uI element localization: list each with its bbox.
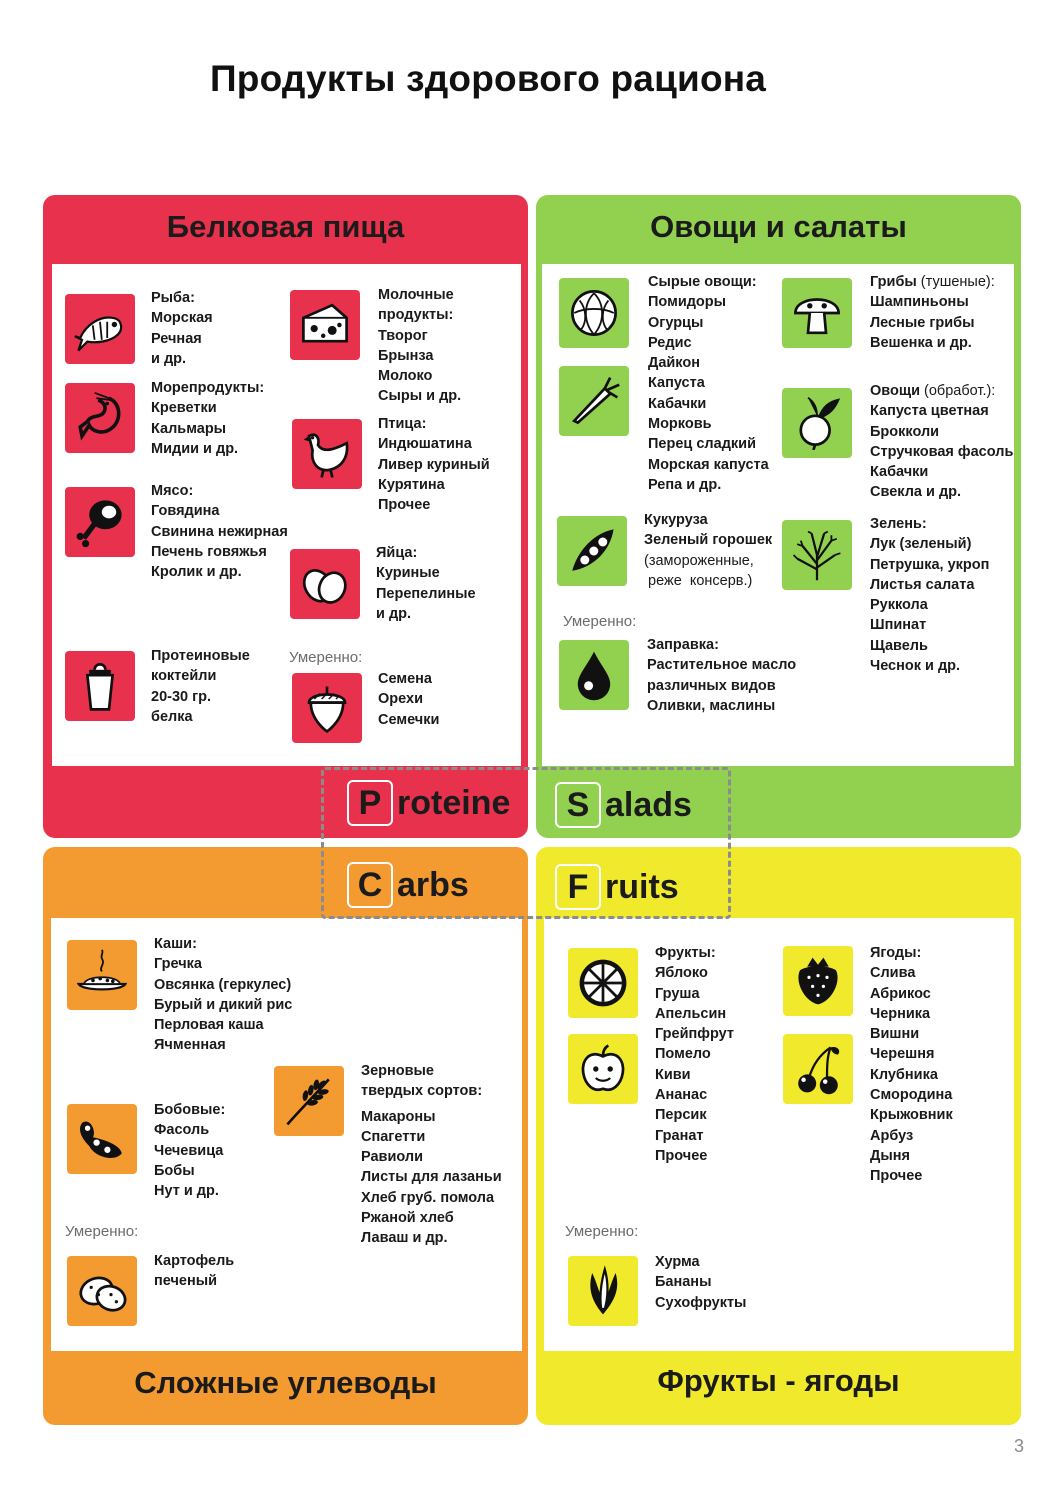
dressing-heading: Заправка: [647,637,719,653]
greens-item: Лук (зеленый) [870,536,972,553]
fish-group [151,288,213,369]
mushrooms-item: Шампиньоны [870,294,969,311]
eggs-group [376,543,476,624]
beet-icon [782,388,852,458]
eggs-item: Перепелиные [376,585,476,602]
fruit-item: Помело [655,1046,711,1063]
fruit-item: Ананас [655,1087,708,1104]
corn-heading: Зеленый горошек [644,532,773,549]
pscf-letter-p: P [347,780,393,826]
fruits-moderate-item: Хурма [655,1254,700,1270]
cooked-veg-item: Свекла и др. [870,484,962,501]
cooked-veg-item: Брокколи [870,423,940,440]
strawberry-icon [783,946,853,1016]
cooked-veg-heading-note: (обработ.): [920,383,996,399]
berries-item: Черника [870,1005,931,1022]
carrot-icon [559,366,629,436]
dairy-item: Брынза [378,347,434,364]
meat-item: Говядина [151,503,220,520]
dairy-item: Творог [378,327,428,344]
mushrooms-group [870,272,995,353]
berries-item: Слива [870,965,916,982]
legumes-item: Бобы [154,1162,195,1179]
shrimp-icon [65,383,135,453]
berries-heading: Ягоды: [870,945,922,961]
fruits-moderate-group [655,1252,746,1313]
seafood-group [151,378,264,459]
carbs-title: Сложные углеводы [134,1365,437,1400]
poultry-item: Прочее [378,497,431,514]
dairy-item: Сыры и др. [378,388,462,405]
fruit-item: Апельсин [655,1005,727,1022]
poultry-item: Индюшатина [378,436,472,453]
poultry-group [378,414,490,515]
grains-heading: Зерновые [361,1063,434,1079]
fruits-moderate-item: Сухофрукты [655,1294,747,1311]
raw-veg-group [648,272,769,495]
fruit-item: Прочее [655,1147,708,1164]
porridge-item: Овсянка (геркулес) [154,976,292,993]
seafood-heading: Морепродукты: [151,380,265,396]
orange-slice-icon [568,948,638,1018]
peapod-icon [557,516,627,586]
banana-icon [568,1256,638,1326]
mushrooms-item: Лесные грибы [870,314,975,331]
protein-panel [52,264,521,766]
grains-item: Лаваш и др. [361,1230,448,1247]
oil-drop-icon [559,640,629,710]
meat-item: Кролик и др. [151,564,242,581]
grains-item: Ржаной хлеб [361,1210,454,1227]
meat-heading: Мясо: [151,483,194,499]
pscf-word-salads: alads [605,785,692,824]
dressing-item: Оливки, маслины [647,697,776,714]
porridge-item: Гречка [154,956,202,973]
meat-item: Свинина нежирная [151,523,288,540]
protein-title: Белковая пища [166,209,405,244]
berries-item: Абрикос [870,985,931,1002]
eggs-item: Куриные [376,565,440,582]
raw-veg-item: Помидоры [648,294,727,311]
berries-group [870,943,953,1187]
dressing-item: Растительное масло [647,657,797,674]
greens-item: Шпинат [870,617,927,634]
beans-icon [67,1104,137,1174]
corn-item: реже консерв.) [644,572,753,589]
dressing-item: различных видов [647,677,776,694]
fruit-item: Яблоко [655,965,708,982]
carbs-moderate-label: Умеренно: [65,1223,139,1240]
nuts-item: Орехи [378,691,423,708]
salads-title: Овощи и салаты [650,209,907,244]
salads-panel [542,264,1014,766]
greens-item: Петрушка, укроп [870,556,990,573]
seafood-item: Кальмары [151,420,227,437]
corn-item: (замороженные, [644,552,754,569]
fish-icon [65,294,135,364]
cooked-veg-item: Капуста цветная [870,403,989,420]
pscf-word-fruits: ruits [605,867,679,906]
porridge-group [154,934,292,1056]
pscf-word-proteine: roteine [397,783,511,822]
eggs-icon [290,549,360,619]
raw-veg-item: Репа и др. [648,476,722,493]
mushrooms-heading-note: (тушеные): [916,274,995,290]
seafood-item: Креветки [151,400,217,417]
seafood-item: Мидии и др. [151,440,239,457]
nuts-group [378,669,439,730]
cooked-veg-heading: Овощи [870,383,921,399]
berries-item: Смородина [870,1087,953,1104]
apple-icon [568,1034,638,1104]
salads-moderate-label: Умеренно: [563,613,637,630]
cheese-icon [290,290,360,360]
protein-section [43,195,528,838]
fruits-moderate-label: Умеренно: [565,1223,639,1240]
dressing-group [647,635,796,716]
poultry-heading: Птица: [378,416,427,432]
shakes-group [151,646,250,727]
pscf-salads [555,782,692,828]
grains-item: Листы для лазаньи [361,1169,502,1186]
nuts-item: Семена [378,671,432,687]
cooked-veg-heading-line [870,381,1013,401]
salads-section [536,195,1021,838]
shakes-heading: коктейли [151,668,217,685]
legumes-item: Чечевица [154,1142,224,1159]
cherries-icon [783,1034,853,1104]
raw-veg-item: Огурцы [648,314,704,331]
shakes-item: 20-30 гр. [151,688,212,705]
fish-heading: Рыба: [151,290,195,306]
fish-item: и др. [151,350,187,367]
berries-item: Вишни [870,1026,920,1043]
eggs-heading: Яйца: [376,545,418,561]
porridge-item: Ячменная [154,1037,226,1054]
pscf-fruits [555,864,679,910]
cooked-veg-item: Кабачки [870,464,929,481]
fruits-section [536,847,1021,1425]
shakes-heading: Протеиновые [151,648,250,664]
grains-heading: твердых сортов: [361,1083,483,1100]
legumes-item: Фасоль [154,1122,210,1139]
herbs-icon [782,520,852,590]
raw-veg-item: Перец сладкий [648,436,756,453]
greens-item: Щавель [870,637,928,654]
porridge-plate-icon [67,940,137,1010]
dairy-heading: Молочные [378,287,454,303]
grains-item: Хлеб груб. помола [361,1189,495,1206]
mushrooms-item: Вешенка и др. [870,334,972,351]
greens-item: Руккола [870,597,928,614]
mushroom-icon [782,278,852,348]
porridge-heading: Каши: [154,936,197,952]
pscf-letter-c: C [347,862,393,908]
page-title: Продукты здорового рациона [210,58,767,99]
fruit-item: Грейпфрут [655,1026,734,1043]
chicken-icon [292,419,362,489]
berries-item: Арбуз [870,1127,914,1144]
page-number: 3 [1013,1436,1024,1456]
cabbage-icon [559,278,629,348]
fruit-item: Груша [655,985,700,1002]
pscf-letter-s: S [555,782,601,828]
fruits-panel [544,918,1014,1351]
grains-item: Макароны [361,1108,436,1125]
corn-heading: Кукуруза [644,512,708,528]
greens-heading: Зелень: [870,516,927,532]
raw-veg-item: Капуста [648,375,705,392]
greens-group [870,514,989,676]
raw-veg-item: Кабачки [648,395,707,412]
grains-item: Спагетти [361,1128,426,1145]
legumes-heading: Бобовые: [154,1102,226,1118]
protein-moderate-label: Умеренно: [289,649,363,666]
nuts-item: Семечки [378,711,440,728]
raw-veg-heading: Сырые овощи: [648,274,757,290]
porridge-item: Бурый и дикий рис [154,996,293,1013]
pscf-proteine [347,780,510,826]
berries-item: Клубника [870,1066,938,1083]
mushrooms-heading-line [870,272,995,292]
fish-item: Морская [151,310,213,327]
raw-veg-item: Морковь [648,416,712,433]
pscf-word-carbs: arbs [397,865,469,904]
fish-item: Речная [151,330,202,347]
pscf-letter-f: F [555,864,601,910]
raw-veg-item: Редис [648,334,692,351]
fruit-group [655,943,734,1166]
fruit-item: Гранат [655,1127,704,1144]
fruit-item: Киви [655,1066,691,1083]
berries-item: Дыня [870,1147,910,1164]
shaker-icon [65,651,135,721]
porridge-item: Перловая каша [154,1017,264,1034]
meat-icon [65,487,135,557]
legumes-group [154,1100,225,1201]
berries-item: Крыжовник [870,1107,953,1124]
raw-veg-item: Морская капуста [648,456,769,473]
cooked-veg-group [870,381,1013,503]
berries-item: Прочее [870,1168,923,1185]
pscf-carbs [347,862,469,908]
meat-item: Печень говяжья [151,543,267,560]
grains-group [361,1061,502,1249]
mushrooms-heading: Грибы [870,274,917,290]
greens-item: Чеснок и др. [870,658,961,675]
acorn-icon [292,673,362,743]
fruits-moderate-item: Бананы [655,1274,712,1291]
wheat-icon [274,1066,344,1136]
corn-group [644,510,772,591]
eggs-item: и др. [376,605,412,622]
potato-item: печеный [154,1273,217,1290]
dairy-heading: продукты: [378,307,454,324]
shakes-item: белка [151,708,193,725]
raw-veg-item: Дайкон [648,355,700,372]
carbs-section [43,847,528,1425]
legumes-item: Нут и др. [154,1183,219,1200]
potato-heading: Картофель [154,1253,235,1269]
berries-item: Черешня [870,1046,935,1063]
carbs-panel [51,918,522,1351]
poultry-item: Ливер куриный [378,456,490,473]
cooked-veg-item: Стручковая фасоль [870,443,1014,460]
fruits-title: Фрукты - ягоды [657,1363,900,1398]
fruit-heading: Фрукты: [655,945,716,961]
potato-group [154,1251,234,1292]
meat-group [151,481,288,582]
potato-icon [67,1256,137,1326]
fruit-item: Персик [655,1107,707,1124]
greens-item: Листья салата [870,576,975,593]
dairy-group [378,285,461,407]
grains-item: Равиоли [361,1149,423,1166]
poultry-item: Курятина [378,476,445,493]
dairy-item: Молоко [378,368,433,385]
